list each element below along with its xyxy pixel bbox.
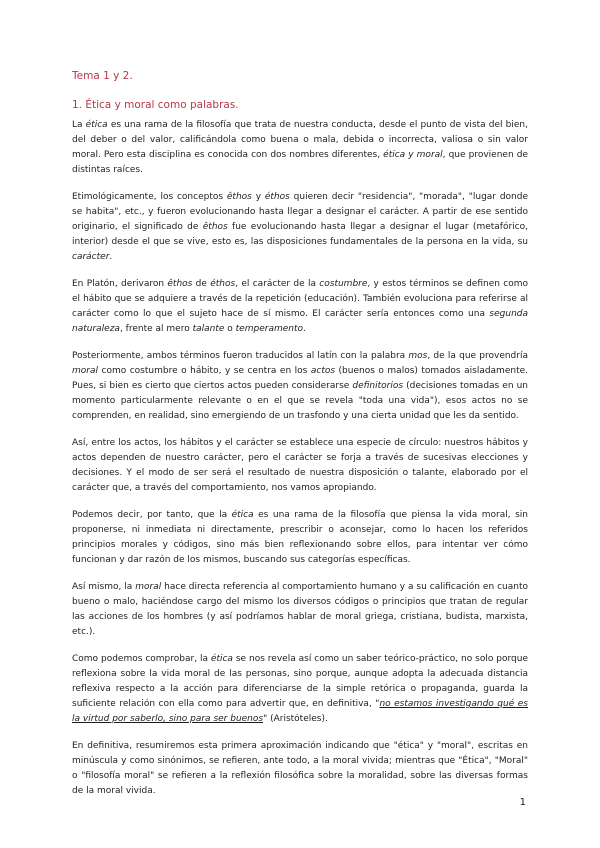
paragraph <box>72 739 528 799</box>
italic-term: ética y moral <box>383 150 443 160</box>
text-run: Posteriormente, ambos términos fueron traducidos al latín con la palabra <box>72 351 409 361</box>
italic-term: segunda naturaleza <box>72 309 528 334</box>
text-run: La <box>72 120 86 130</box>
text-run: fue evolucionando hasta llegar a designar el lugar (metafórico, interior) desde el que se vive, esto es, las disposiciones fundamentales de la persona en la vida, su <box>72 222 528 247</box>
text-run: , y estos términos se definen como el hábito que se adquiere a través de la repetición (educación). También evoluciona para referirse al carácter como lo que el sujeto hace de sí mismo. El carácter sería entonces como una <box>72 279 528 319</box>
paragraph <box>72 277 528 337</box>
text-run: , frente al mero <box>119 324 193 334</box>
italic-term: êthos <box>202 222 228 232</box>
italic-term: actos <box>310 366 336 376</box>
italic-term: costumbre <box>319 279 368 289</box>
text-run: es una rama de la filosofía que trata de nuestra conducta, desde el punto de vista del bien, del deber o del valor, calificándola como buena o mala, debida o incorrecta, valiosa o sin valor moral. Pero esta disciplina es conocida con dos nombres diferentes, <box>72 120 528 160</box>
italic-term: êthos <box>167 279 193 289</box>
text-run: Así, entre los actos, los hábitos y el carácter se establece una especie de círculo: nuestros hábitos y actos dependen de nuestro carácter, pero el carácter se forja a través de sucesivas elecciones y decisiones. Y el modo de ser será el resultado de nuestra disposición o talante, elaborado por el carácter que, a través del comportamiento, nos vamos apropiando. <box>72 438 528 493</box>
text-run: y <box>251 192 265 202</box>
text-run: , de la que provendría <box>427 351 528 361</box>
text-run: se nos revela así como un saber teórico-práctico, no solo porque reflexiona sobre la vida moral de las personas, sino porque, aunque adopta la adecuada distancia reflexiva respecto a la acción para diferenciarse de la simple retórica o propaganda, guarda la suficiente relación con ella como para advertir que, en definitiva, " <box>72 654 529 709</box>
text-run: o <box>224 324 236 334</box>
text-run: quieren decir "residencia", "morada", "lugar donde se habita", etc., y fueron evolucionando hasta llegar a designar el carácter. A partir de ese sentido originario, el significado de <box>72 192 529 232</box>
text-run: como costumbre o hábito, y se centra en los <box>98 366 311 376</box>
italic-term: éthos <box>210 279 236 289</box>
paragraph <box>72 652 528 727</box>
paragraph <box>72 190 528 265</box>
italic-term: mos <box>408 351 428 361</box>
text-run: , que provienen de distintas raíces. <box>72 150 528 175</box>
italic-term: ética <box>85 120 108 130</box>
italic-term: moral <box>135 582 162 592</box>
italic-term: éthos <box>264 192 290 202</box>
text-run: En Platón, derivaron <box>72 279 168 289</box>
body-text <box>72 118 528 811</box>
text-run: Etimológicamente, los conceptos <box>72 192 227 202</box>
text-run: (decisiones tomadas en un momento particularmente relevante o en el que se revela "toda una vida"), esos actos no se comprenden, en realidad, sino emergiendo de un trasfondo y una cierta unidad que les da sentido. <box>72 381 528 421</box>
text-run: Podemos decir, por tanto, que la <box>72 510 232 520</box>
italic-term: carácter <box>72 252 110 262</box>
text-run: . <box>109 252 113 262</box>
paragraph <box>72 349 528 424</box>
text-run: de <box>192 279 211 289</box>
italic-term: talante <box>192 324 225 334</box>
text-run: hace directa referencia al comportamiento humano y a su calificación en cuanto bueno o malo, haciéndose cargo del mismo los diversos códigos o principios que tratan de regular las acciones de los hombres (y así podríamos hablar de moral griega, cristiana, budista, marxista, etc.). <box>72 582 528 637</box>
text-run: (buenos o malos) tomados aisladamente. Pues, si bien es cierto que ciertos actos pueden considerarse <box>72 366 528 391</box>
italic-term: moral <box>72 366 98 376</box>
italic-term: êthos <box>226 192 252 202</box>
paragraph <box>72 118 528 178</box>
section-title: 1. Ética y moral como palabras. <box>72 99 239 111</box>
text-run: En definitiva, resumiremos esta primera aproximación indicando que "ética" y "moral", escritas en minúscula y como sinónimos, se refieren, ante todo, a la moral vivida; mientras que "Ética", "Moral" o "filosofía moral" se refieren a la reflexión filosófica sobre la moralidad, sobre las diversas formas de la moral vivida. <box>72 741 528 796</box>
text-run: , el carácter de la <box>235 279 320 289</box>
underline: no estamos investigando qué es la virtud por saberlo, sino para ser buenos <box>72 699 528 724</box>
paragraph <box>72 580 528 640</box>
theme-heading: Tema 1 y 2. <box>72 70 133 82</box>
text-run: " (Aristóteles). <box>263 714 328 724</box>
italic-term: temperamento <box>235 324 303 334</box>
page-number: 1 <box>519 797 526 808</box>
paragraph <box>72 508 528 568</box>
italic-term: definitorios <box>352 381 404 391</box>
text-run: . <box>303 324 306 334</box>
text-run: Como podemos comprobar, la <box>72 654 211 664</box>
italic-term: ética <box>231 510 254 520</box>
italic-term: ética <box>210 654 233 664</box>
text-run: es una rama de la filosofía que piensa la vida moral, sin proponerse, ni inmediata ni directamente, prescribir o aconsejar, como lo hacen los referidos principios morales y códigos, sino más bien reflexionando sobre ellos, para intentar ver cómo funcionan y dar razón de los mismos, buscando sus categorías específicas. <box>72 510 528 565</box>
paragraph <box>72 436 528 496</box>
text-run: Así mismo, la <box>72 582 136 592</box>
